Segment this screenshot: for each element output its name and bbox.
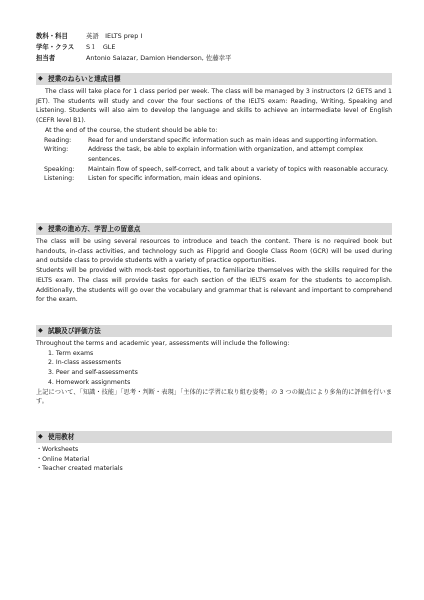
section-assessment-heading [36,325,392,337]
diamond-icon: ◆ [38,433,43,440]
assessment-item: 4. Homework assignments [48,378,131,386]
objectives-lead: At the end of the course, the student should be able to: [45,126,218,134]
method-paragraph-1: The class will be using several resources to introduce and teach the content. There is no required book but handouts, in-class activities, and technology such as Flipgrid and Google Class Room (GCR) will be used during and outside class to provide students with a variety of practice opportunities. [36,238,392,265]
meta-grade-value: S１ GLE [86,43,116,51]
method-paragraph-2: Students will be provided with mock-test opportunities, to familiarize themselves with the skills required for the IELTS exam. The class will provide tasks for each section of the IELTS exam for the students to accomplish. Additionally, the students will go over the vocabulary and grammar that is relevant and important to comprehend for the exam. [36,267,392,304]
objective-reading-key: Reading: [44,136,72,144]
meta-teacher-row [36,53,231,64]
meta-subject-label: 教科・科目 [36,32,68,40]
diamond-icon: ◆ [38,327,43,334]
objective-writing-key: Writing: [44,146,69,154]
objective-writing [36,145,392,164]
material-item: ・Teacher created materials [36,465,123,473]
meta-subject-value: 英語 IELTS prep Ⅰ [86,32,143,40]
assessment-closing: 上記について、「知識・技能」「思考・判断・表現」「主体的に学習に取り組む姿勢」の 3 つの観点により多角的に評価を行います。 [36,388,392,406]
assessment-intro: Throughout the terms and academic year, assessments will include the following: [36,340,290,347]
meta-subject-row [36,31,231,42]
section-materials-heading [36,431,392,443]
assessment-item: 3. Peer and self-assessments [48,369,138,377]
section-materials [36,431,392,474]
material-item: ・Worksheets [36,446,79,453]
section-assessment [36,325,392,407]
course-meta [36,31,231,64]
meta-grade-label: 学年・クラス [36,43,75,51]
section-objectives-heading [36,73,392,85]
assessment-item: 2. In-class assessments [48,359,122,367]
diamond-icon: ◆ [38,225,43,232]
assessment-item: 1. Term exams [48,349,94,357]
section-method [36,223,392,305]
diamond-icon: ◆ [38,75,43,82]
material-item: ・Online Material [36,455,90,463]
section-method-heading [36,223,392,235]
objective-reading [36,136,392,146]
objective-listening [36,174,392,184]
objective-speaking [36,165,392,175]
objective-listening-key: Listening: [44,175,75,183]
section-method-title: 授業の進め方、学習上の留意点 [48,225,141,233]
section-materials-title: 使用教材 [48,433,75,441]
objective-writing-text: Address the task, be able to explain information with organization, and attempt complex sentences. [88,146,363,163]
objective-reading-text: Read for and understand specific information such as main ideas and supporting information. [88,136,378,144]
meta-grade-row [36,42,231,53]
objective-speaking-text: Maintain flow of speech, self-correct, and talk about a variety of topics with reasonable accuracy. [88,165,389,173]
objective-listening-text: Listen for specific information, main ideas and opinions. [88,175,262,183]
section-objectives-title: 授業のねらいと達成目標 [48,75,121,83]
objectives-paragraph: The class will take place for 1 class period per week. The class will be managed by 3 instructors (2 GETS and 1 JET). The students will study and cover the four sections of the IELTS exam: Reading, Writing, Speaking and Listening. Students will also aim to develop the language and skills to achieve an intermediate level of English (CEFR level B1). [36,88,392,125]
section-objectives [36,73,392,184]
meta-teacher-label: 担当者 [36,54,56,62]
meta-teacher-value: Antonio Salazar, Damion Henderson, 佐藤幸平 [86,54,232,62]
objective-speaking-key: Speaking: [44,165,75,173]
section-assessment-title: 試験及び評価方法 [48,327,101,335]
